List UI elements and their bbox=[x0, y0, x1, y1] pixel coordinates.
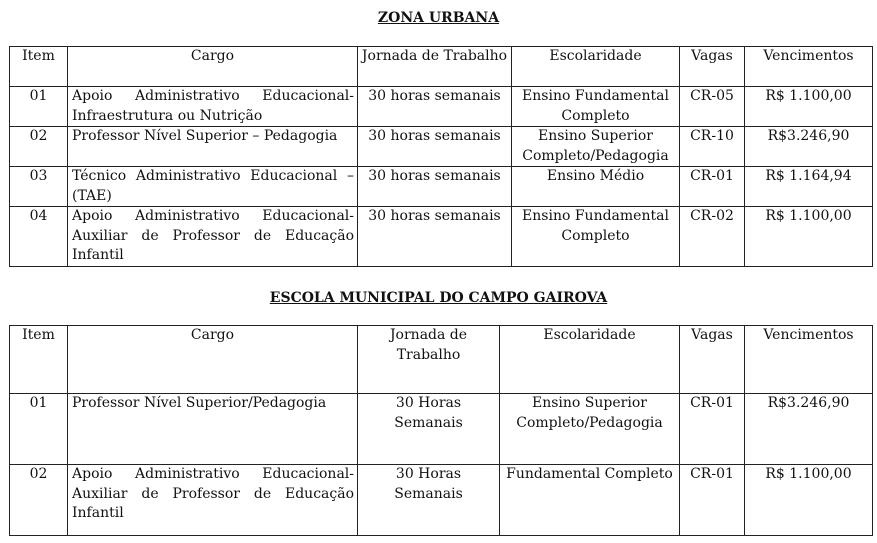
cell-jornada: 30 horas semanais bbox=[358, 207, 512, 267]
cell-escolaridade: Fundamental Completo bbox=[500, 465, 680, 536]
cell-item: 01 bbox=[10, 87, 68, 127]
cell-cargo: Apoio Administrativo Educacional-Auxiliar de Professor de Educação Infantil bbox=[68, 465, 358, 536]
cell-item: 02 bbox=[10, 465, 68, 536]
cell-vagas: CR-01 bbox=[680, 394, 745, 465]
cell-vagas: CR-10 bbox=[680, 127, 745, 167]
cell-escolaridade: Ensino Fundamental Completo bbox=[512, 207, 680, 267]
header-escolaridade: Escolaridade bbox=[500, 326, 680, 394]
header-vencimentos: Vencimentos bbox=[745, 47, 873, 87]
table-row bbox=[10, 394, 873, 465]
header-item: Item bbox=[10, 326, 68, 394]
cell-item: 01 bbox=[10, 394, 68, 465]
header-vencimentos: Vencimentos bbox=[745, 326, 873, 394]
cell-vagas: CR-02 bbox=[680, 207, 745, 267]
cell-jornada: 30 horas semanais bbox=[358, 87, 512, 127]
cell-vencimentos: R$ 1.100,00 bbox=[745, 465, 873, 536]
table-row bbox=[10, 87, 873, 127]
cell-jornada: 30 horas semanais bbox=[358, 127, 512, 167]
cell-escolaridade: Ensino Médio bbox=[512, 167, 680, 207]
cell-vencimentos: R$3.246,90 bbox=[745, 394, 873, 465]
cell-jornada: 30 Horas Semanais bbox=[358, 394, 500, 465]
table-row bbox=[10, 465, 873, 536]
section-title-escola-gairova: ESCOLA MUNICIPAL DO CAMPO GAIROVA bbox=[269, 290, 608, 306]
cell-cargo: Professor Nível Superior/Pedagogia bbox=[68, 394, 358, 465]
cell-item: 02 bbox=[10, 127, 68, 167]
cell-item: 03 bbox=[10, 167, 68, 207]
section-title-zona-urbana: ZONA URBANA bbox=[377, 10, 500, 26]
table-zona-urbana bbox=[9, 46, 873, 267]
cell-vencimentos: R$ 1.100,00 bbox=[745, 207, 873, 267]
cell-jornada: 30 Horas Semanais bbox=[358, 465, 500, 536]
cell-vagas: CR-01 bbox=[680, 167, 745, 207]
header-item: Item bbox=[10, 47, 68, 87]
header-cargo: Cargo bbox=[68, 326, 358, 394]
header-vagas: Vagas bbox=[680, 47, 745, 87]
header-escolaridade: Escolaridade bbox=[512, 47, 680, 87]
cell-escolaridade: Ensino Fundamental Completo bbox=[512, 87, 680, 127]
table-header-row bbox=[10, 47, 873, 87]
cell-vagas: CR-01 bbox=[680, 465, 745, 536]
table-header-row bbox=[10, 326, 873, 394]
header-jornada: Jornada de Trabalho bbox=[358, 326, 500, 394]
header-cargo: Cargo bbox=[68, 47, 358, 87]
cell-vagas: CR-05 bbox=[680, 87, 745, 127]
cell-vencimentos: R$ 1.164,94 bbox=[745, 167, 873, 207]
cell-vencimentos: R$3.246,90 bbox=[745, 127, 873, 167]
cell-jornada: 30 horas semanais bbox=[358, 167, 512, 207]
cell-cargo: Professor Nível Superior – Pedagogia bbox=[68, 127, 358, 167]
cell-escolaridade: Ensino Superior Completo/Pedagogia bbox=[500, 394, 680, 465]
cell-vencimentos: R$ 1.100,00 bbox=[745, 87, 873, 127]
cell-escolaridade: Ensino Superior Completo/Pedagogia bbox=[512, 127, 680, 167]
cell-item: 04 bbox=[10, 207, 68, 267]
table-row bbox=[10, 127, 873, 167]
cell-cargo: Apoio Administrativo Educacional-Auxiliar de Professor de Educação Infantil bbox=[68, 207, 358, 267]
table-row bbox=[10, 207, 873, 267]
table-escola-gairova bbox=[9, 325, 873, 536]
table-row bbox=[10, 167, 873, 207]
cell-cargo: Técnico Administrativo Educacional – (TAE) bbox=[68, 167, 358, 207]
header-jornada: Jornada de Trabalho bbox=[358, 47, 512, 87]
cell-cargo: Apoio Administrativo Educacional-Infraestrutura ou Nutrição bbox=[68, 87, 358, 127]
header-vagas: Vagas bbox=[680, 326, 745, 394]
